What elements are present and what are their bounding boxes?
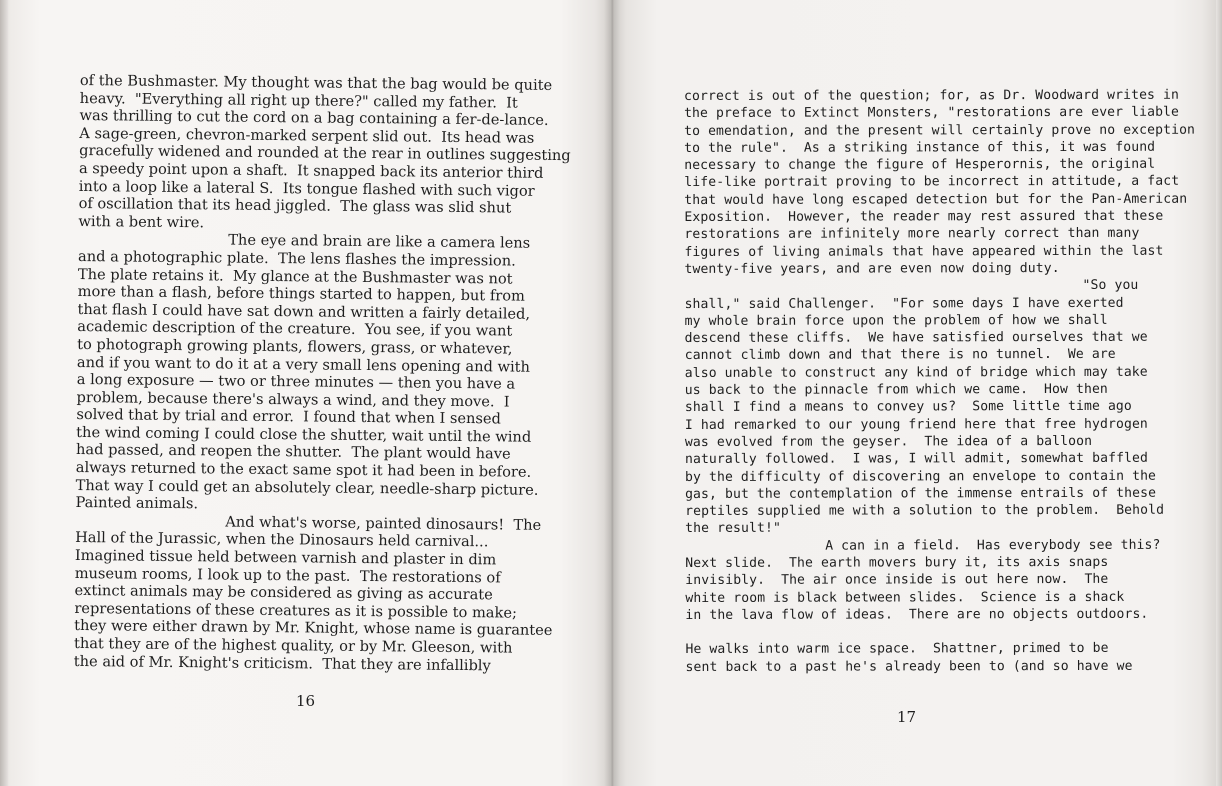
text-line: heavy. "Everything all right up there?" called my father. It: [79, 89, 518, 112]
text-line: twenty-five years, and are even now doing duty.: [684, 260, 1060, 277]
text-line: and if you want to do it at a very small lens opening and with: [76, 353, 531, 376]
text-line: necessary to change the figure of Hesperornis, the original: [684, 156, 1156, 174]
text-line: correct is out of the question; for, as Dr. Woodward writes in: [684, 87, 1179, 104]
text-line: Painted animals.: [75, 494, 199, 513]
text-line: naturally followed. I was, I will admit, somewhat baffled: [684, 451, 1149, 468]
text-line: figures of living animals that have appeared within the last: [684, 243, 1164, 260]
text-line: A sage-green, chevron-marked serpent slid out. Its head was: [79, 124, 535, 147]
text-line: cannot climb down and that there is no tunnel. We are: [684, 347, 1116, 364]
page-edge: [1216, 0, 1222, 786]
paragraph-start: And what's worse, painted dinosaurs! The: [225, 513, 542, 534]
text-line: of the Bushmaster. My thought was that the bag would be quite: [79, 72, 553, 94]
text-line: that flash I could have sat down and written a fairly detailed,: [77, 300, 531, 323]
text-line: more than a flash, before things started to happen, but from: [77, 283, 525, 305]
paragraph-start: "So you: [1082, 278, 1139, 294]
text-line: Next slide. The earth movers bury it, its axis snaps: [685, 554, 1109, 572]
text-line: Exposition. However, the reader may rest assured that these: [684, 208, 1164, 226]
text-line: had passed, and reopen the shutter. The plant would have: [75, 441, 511, 463]
text-line: solved that by trial and error. I found that when I sensed: [76, 406, 502, 428]
text-line: was evolved from the geyser. The idea of a balloon: [684, 433, 1093, 450]
text-line: problem, because there's always a wind, and they move. I: [76, 388, 510, 411]
left-page-text: [74, 72, 610, 676]
text-line: That way I could get an absolutely clear, needle-sharp picture.: [75, 476, 539, 499]
text-line: sent back to a past he's already been to (and so have we: [685, 658, 1133, 675]
text-line: into a loop like a lateral S. Its tongue flashed with such vigor: [78, 177, 535, 200]
page-number: 16: [296, 692, 316, 710]
text-line: restorations are infinitely more nearly correct than many: [684, 226, 1140, 243]
text-line: gas, but the contemplation of the immense entrails of these: [685, 485, 1157, 502]
text-line: and a photographic plate. The lens flashes the impression.: [77, 247, 516, 270]
text-line: that would have long escaped detection but for the Pan-American: [684, 191, 1188, 208]
text-line: the aid of Mr. Knight's criticism. That they are infallibly: [73, 652, 491, 674]
paragraph-start: A can in a field. Has everybody see this?: [825, 537, 1161, 554]
text-line: my whole brain force upon the problem of how we shall: [684, 312, 1108, 329]
text-line: extinct animals may be considered as giving as accurate: [74, 582, 493, 604]
text-line: of oscillation that its head jiggled. The glass was slid shut: [78, 195, 512, 217]
paragraph-gap: [685, 623, 1205, 641]
text-line: the preface to Extinct Monsters, "restorations are ever liable: [684, 105, 1180, 122]
text-line: gracefully widened and rounded at the rear in outlines suggesting: [79, 142, 571, 165]
text-line: I had remarked to our young friend here that free hydrogen: [684, 416, 1148, 433]
text-line: representations of these creatures as it is possible to make;: [74, 599, 518, 622]
text-line: the wind coming I could close the shutter, wait until the wind: [76, 423, 532, 446]
text-line: white room is black between slides. Science is a shack: [685, 589, 1125, 606]
text-line: museum rooms, I look up to the past. The restorations of: [74, 564, 501, 587]
text-line: Hall of the Jurassic, when the Dinosaurs held carnival...: [75, 529, 489, 551]
text-line: shall I find a means to convey us? Some little time ago: [684, 399, 1132, 416]
page-edge: [0, 0, 8, 786]
right-page-text: [684, 87, 1206, 676]
paragraph-start: The eye and brain are like a camera lens: [228, 231, 531, 253]
text-line: they were either drawn by Mr. Knight, whose name is guarantee: [74, 617, 553, 640]
text-line: us back to the pinnacle from which we came. How then: [684, 381, 1108, 399]
text-line: a speedy point upon a shaft. It snapped back its anterior third: [78, 159, 544, 182]
text-line: descend these cliffs. We have satisfied ourselves that we: [684, 329, 1148, 347]
text-line: was thrilling to cut the cord on a bag containing a fer-de-lance.: [79, 107, 549, 130]
text-line: that they are of the highest quality, or by Mr. Gleeson, with: [73, 634, 513, 657]
text-line: The plate retains it. My glance at the Bushmaster was not: [77, 265, 513, 288]
text-line: He walks into warm ice space. Shattner, primed to be: [685, 641, 1109, 658]
text-line: with a bent wire.: [78, 212, 205, 232]
text-line: reptiles supplied me with a solution to the problem. Behold: [685, 502, 1165, 520]
text-line: the result!": [685, 521, 781, 537]
text-line: to emendation, and the present will certainly prove no exception: [684, 122, 1196, 139]
text-line: life-like portrait proving to be incorrect in attitude, a fact: [684, 174, 1180, 191]
text-line: to the rule". As a striking instance of this, it was found: [684, 139, 1156, 156]
text-line: academic description of the creature. You see, if you want: [77, 318, 513, 340]
text-line: by the difficulty of discovering an envelope to contain the: [684, 468, 1157, 485]
text-line: Imagined tissue held between varnish and plaster in dim: [74, 547, 497, 569]
text-line: in the lava flow of ideas. There are no objects outdoors.: [685, 606, 1149, 623]
text-line: always returned to the exact same spot it had been in before.: [75, 459, 532, 481]
text-line: to photograph growing plants, flowers, grass, or whatever,: [77, 335, 513, 358]
page-number: 17: [897, 708, 917, 726]
text-line: shall," said Challenger. "For some days I have exerted: [684, 295, 1124, 312]
text-line: invisibly. The air once inside is out here now. The: [685, 572, 1109, 589]
text-line: also unable to construct any kind of bridge which may take: [684, 364, 1148, 381]
text-line: a long exposure — two or three minutes — then you have a: [76, 371, 516, 393]
